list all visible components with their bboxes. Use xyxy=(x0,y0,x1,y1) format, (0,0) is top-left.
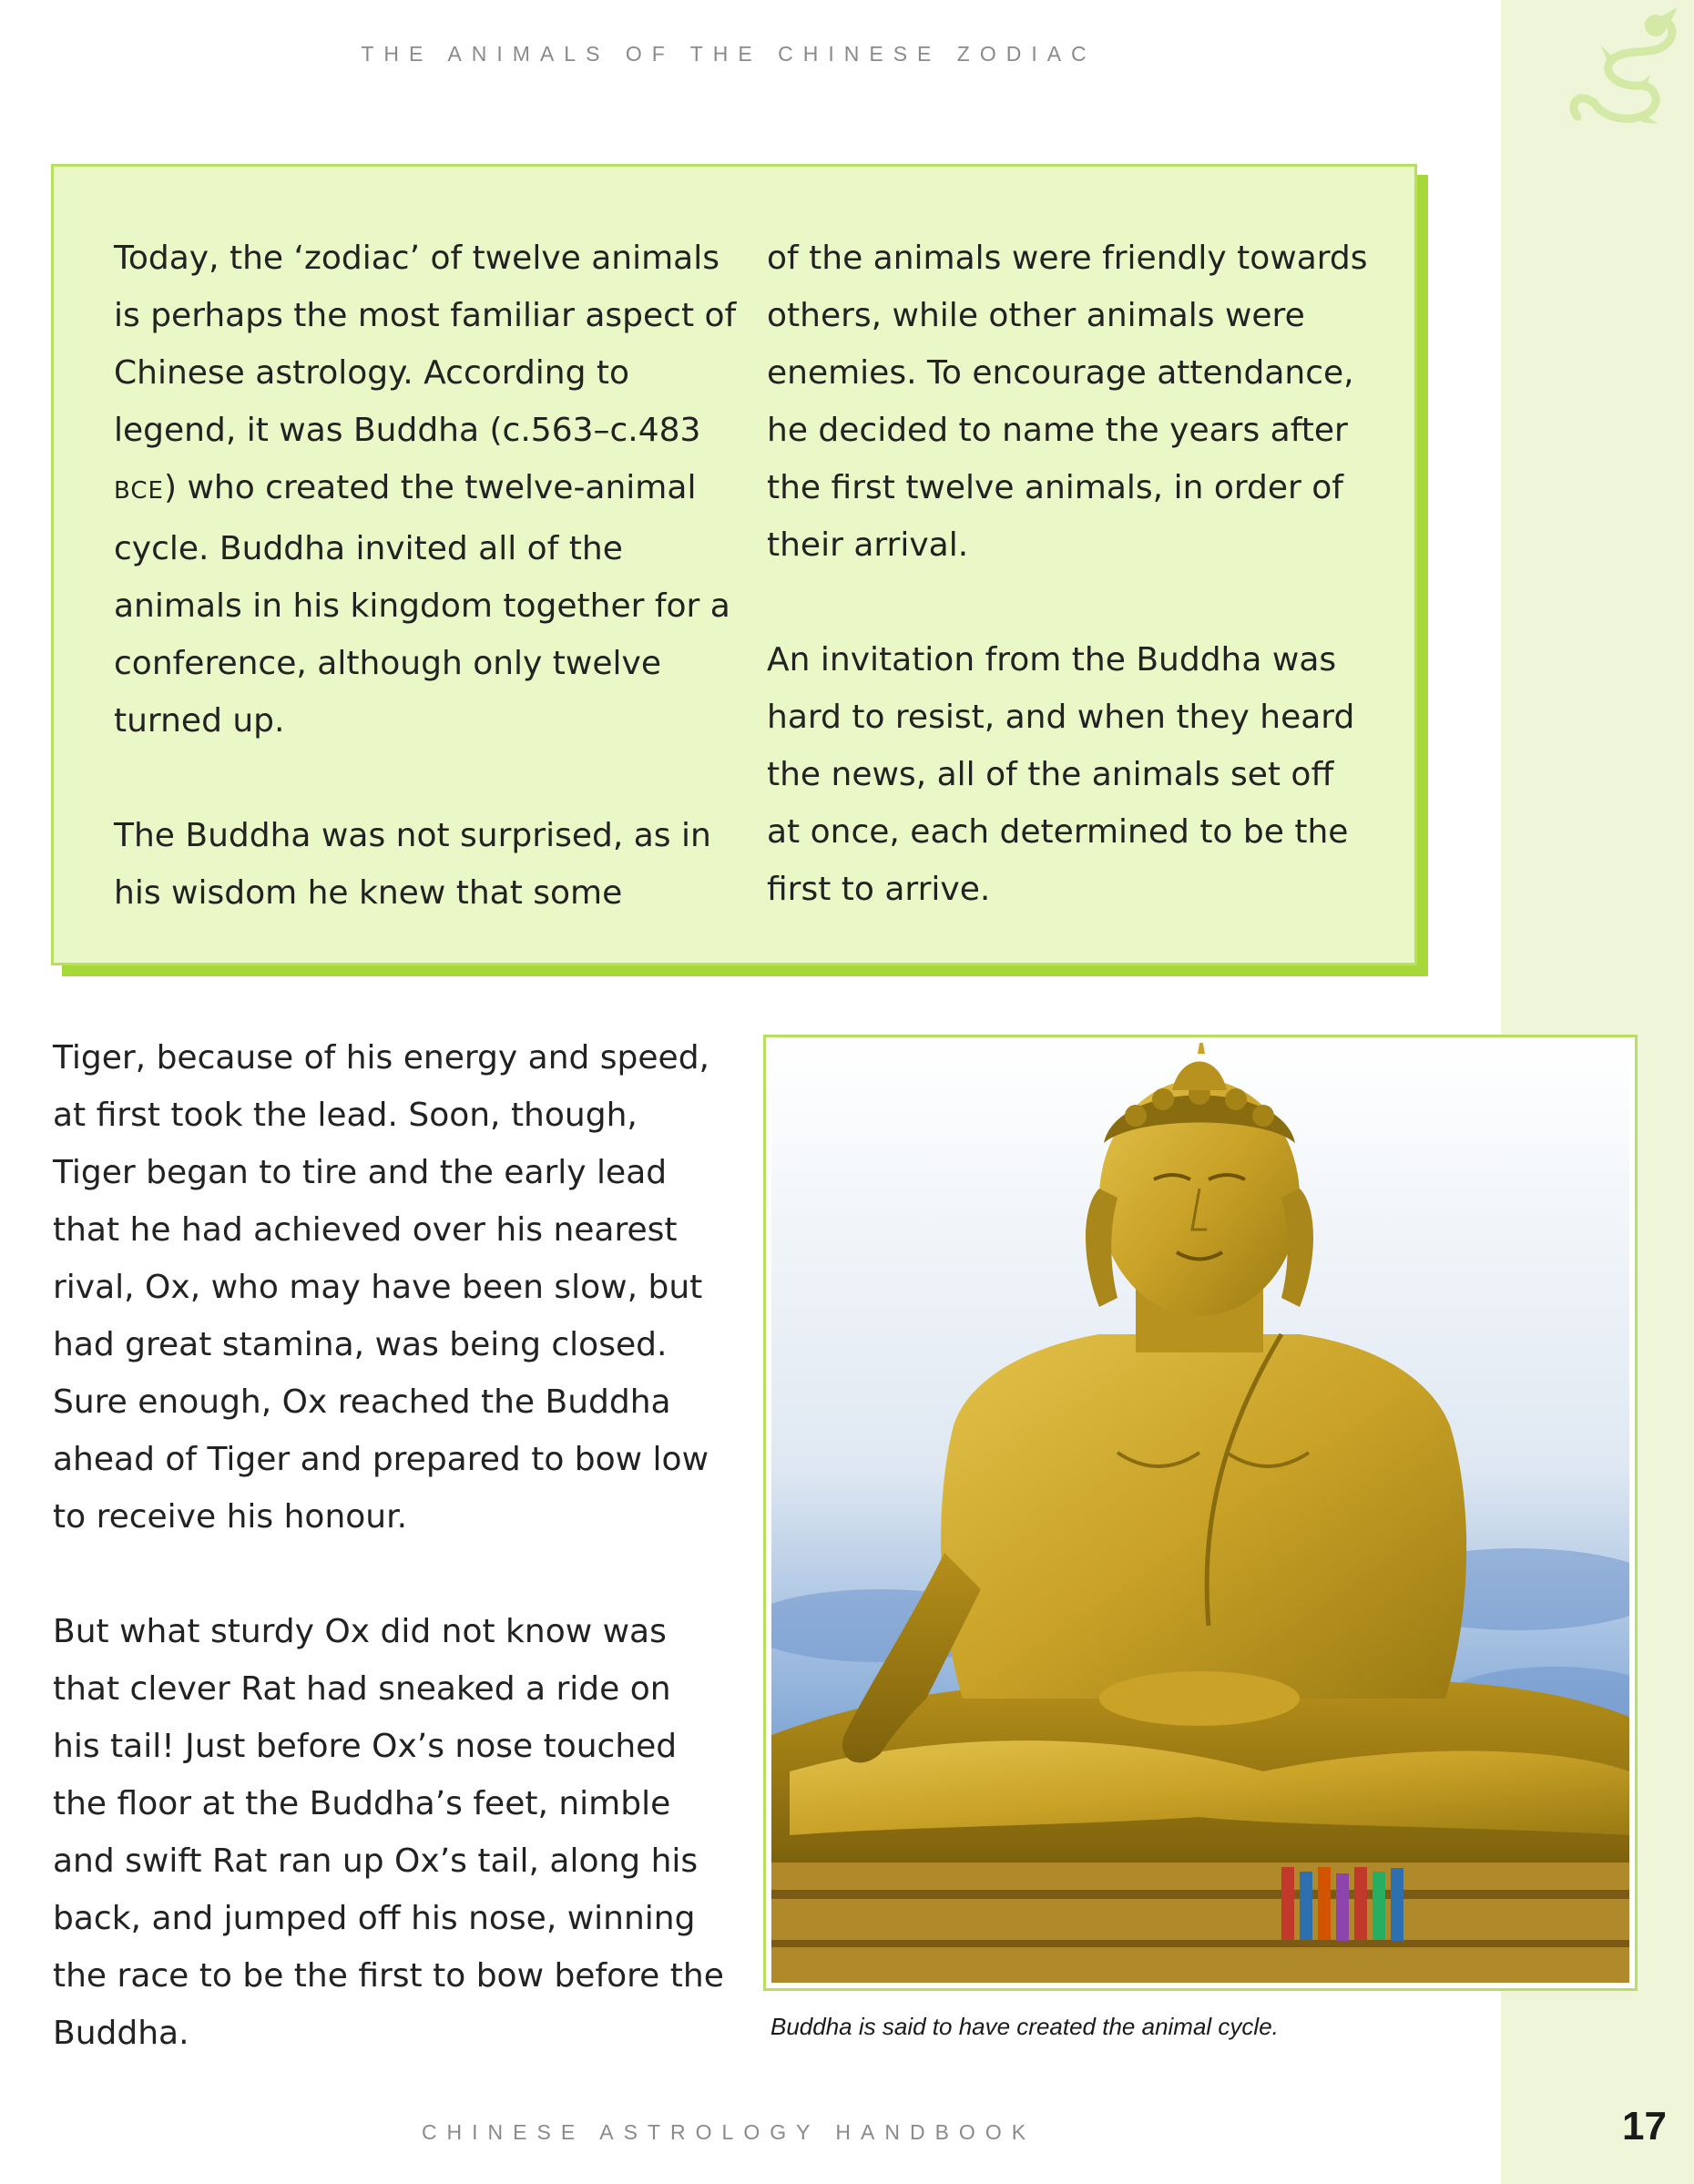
box-left-paragraph-1: Today, the ‘zodiac’ of twelve animals is perhaps the most familiar aspect of Chinese astrology. According to legend, it was Buddha (c.563–c.483 BCE) who created the twelve-animal cycle. Buddha invited all of the animals in his kingdom together for a conference, although only twelve turned up. xyxy=(114,240,737,740)
running-header: THE ANIMALS OF THE CHINESE ZODIAC xyxy=(361,42,1097,66)
body-paragraph-2: But what sturdy Ox did not know was that clever Rat had sneaked a ride on his tail! Just before Ox’s nose touched the floor at the Buddha’s feet, nimble and swift Rat ran up Ox’s tail, along his back, and jumped off his nose, winning the race to be the first to bow before the Buddha. xyxy=(53,1613,724,2052)
buddha-photo-frame xyxy=(763,1035,1638,1991)
buddha-statue-photo xyxy=(771,1043,1629,1983)
photo-caption: Buddha is said to have created the animal cycle. xyxy=(770,2013,1279,2040)
box-left-paragraph-2: The Buddha was not surprised, as in his wisdom he knew that some xyxy=(114,817,711,912)
box-left-column xyxy=(114,230,751,922)
body-paragraph-1: Tiger, because of his energy and speed, at first took the lead. Soon, though, Tiger began to tire and the early lead that he had achieved over his nearest rival, Ox, who may have been slow, but had great stamina, was being closed. Sure enough, Ox reached the Buddha ahead of Tiger and prepared to bow low to receive his honour. xyxy=(53,1039,710,1536)
era-abbreviation: BCE xyxy=(114,477,164,505)
box-right-column xyxy=(767,230,1368,918)
running-footer: CHINESE ASTROLOGY HANDBOOK xyxy=(421,2120,1036,2144)
dragon-icon xyxy=(1541,4,1687,140)
box-right-paragraph-1: of the animals were friendly towards others, while other animals were enemies. To encourage attendance, he decided to name the years after the first twelve animals, in order of their arrival. xyxy=(767,240,1368,564)
page-number: 17 xyxy=(1622,2104,1667,2148)
box-right-paragraph-2: An invitation from the Buddha was hard to resist, and when they heard the news, all of the animals set off at once, each determined to be the first to arrive. xyxy=(767,641,1355,908)
body-column xyxy=(53,1029,727,2062)
